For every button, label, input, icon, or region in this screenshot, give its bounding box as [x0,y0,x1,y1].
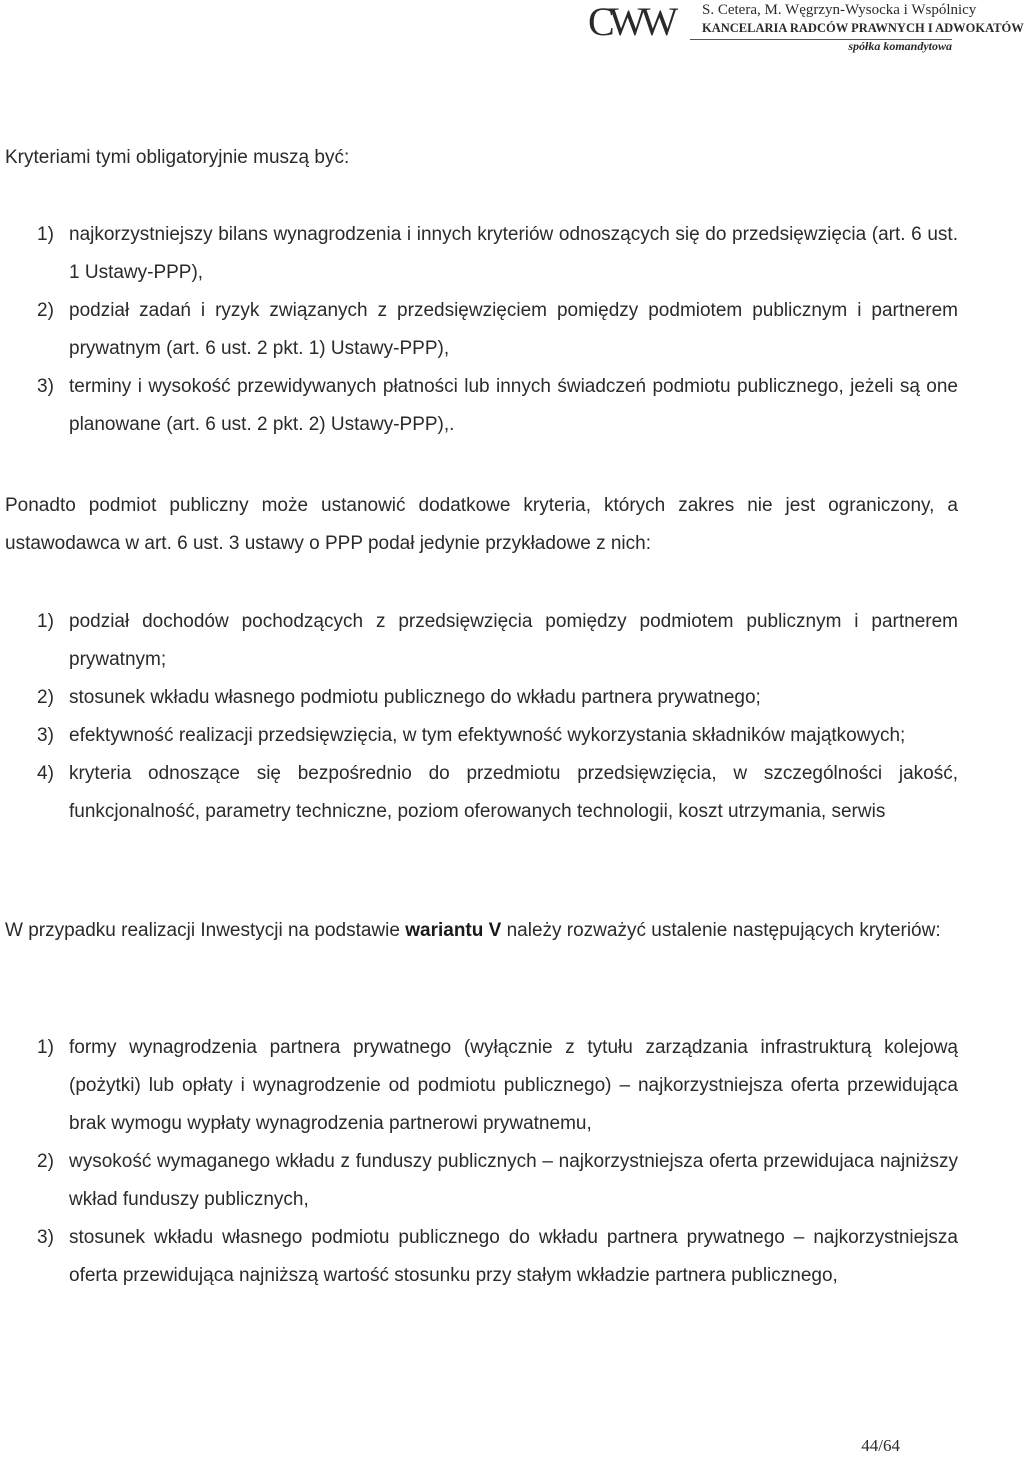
list-item-number: 3) [37,725,54,746]
firm-logo [588,0,700,44]
mandatory-criteria-list [5,216,958,444]
letterhead [580,0,1024,60]
additional-criteria-paragraph: Ponadto podmiot publiczny może ustanowić dodatkowe kryteria, których zakres nie jest ograniczony, a ustawodawca w art. 6 ust. 3 ustawy o PPP podał jedynie przykładowe z nich: [5,495,958,554]
list-item-text: podział zadań i ryzyk związanych z przedsięwzięciem pomiędzy podmiotem publicznym i partnerem prywatnym (art. 6 ust. 2 pkt. 1) Ustawy-PPP), [69,300,958,359]
firm-legal-form: spółka komandytowa [848,39,952,53]
svg-text:CWW: CWW [588,0,673,44]
list-item-text: wysokość wymaganego wkładu z funduszy publicznych – najkorzystniejsza oferta przewidujaca najniższy wkład funduszy publicznych, [69,1151,958,1210]
list-item [5,368,958,444]
list-item [5,1219,958,1295]
list-item-text: formy wynagrodzenia partnera prywatnego (wyłącznie z tytułu zarządzania infrastrukturą kolejową (pożytki) lub opłaty i wynagrodzenie od podmiotu publicznego) – najkorzystniejsza oferta przewidująca brak wymogu wypłaty wynagrodzenia partnerowi prywatnemu, [69,1037,958,1134]
list-item [5,603,958,679]
list-item [5,1143,958,1219]
list-item-text: stosunek wkładu własnego podmiotu publicznego do wkładu partnera prywatnego – najkorzystniejsza oferta przewidująca najniższą wartość stosunku przy stałym wkładzie partnera publicznego, [69,1227,958,1286]
list-item-number: 3) [37,1227,54,1248]
list-item-number: 2) [37,1151,54,1172]
list-item-number: 1) [37,611,54,632]
list-item [5,717,958,755]
firm-partners-name: S. Cetera, M. Węgrzyn-Wysocka i Wspólnicy [702,2,977,18]
list-item [5,216,958,292]
list-item-number: 3) [37,376,54,397]
variant-v-criteria-list [5,1029,958,1295]
list-item-number: 1) [37,224,54,245]
variant-v-text-before: W przypadku realizacji Inwestycji na podstawie [5,920,406,941]
list-item-text: efektywność realizacji przedsięwzięcia, w tym efektywność wykorzystania składników majątkowych; [69,725,906,746]
list-item-text: terminy i wysokość przewidywanych płatności lub innych świadczeń podmiotu publicznego, jeżeli są one planowane (art. 6 ust. 2 pkt. 2) Ustawy-PPP),. [69,376,958,435]
list-item [5,755,958,831]
list-item-number: 2) [37,687,54,708]
list-item-number: 2) [37,300,54,321]
list-item [5,1029,958,1143]
list-item-number: 1) [37,1037,54,1058]
variant-v-text-after: należy rozważyć ustalenie następujących kryteriów: [501,920,941,941]
list-item [5,292,958,368]
intro-paragraph: Kryteriami tymi obligatoryjnie muszą być: [5,147,350,168]
list-item [5,679,958,717]
variant-v-paragraph [5,912,958,950]
additional-criteria-list [5,603,958,831]
list-item-text: najkorzystniejszy bilans wynagrodzenia i innych kryteriów odnoszących się do przedsięwzięcia (art. 6 ust. 1 Ustawy-PPP), [69,224,958,283]
list-item-number: 4) [37,763,54,784]
list-item-text: kryteria odnoszące się bezpośrednio do przedmiotu przedsięwzięcia, w szczególności jakość, funkcjonalność, parametry techniczne, poziom oferowanych technologii, koszt utrzymania, serwis [69,763,958,822]
variant-v-emphasis: wariantu V [405,920,502,941]
firm-type: KANCELARIA RADCÓW PRAWNYCH I ADWOKATÓW [702,21,1024,35]
page-number: 44/64 [861,1436,900,1455]
list-item-text: podział dochodów pochodzących z przedsięwzięcia pomiędzy podmiotem publicznym i partnerem prywatnym; [69,611,958,670]
list-item-text: stosunek wkładu własnego podmiotu publicznego do wkładu partnera prywatnego; [69,687,761,708]
